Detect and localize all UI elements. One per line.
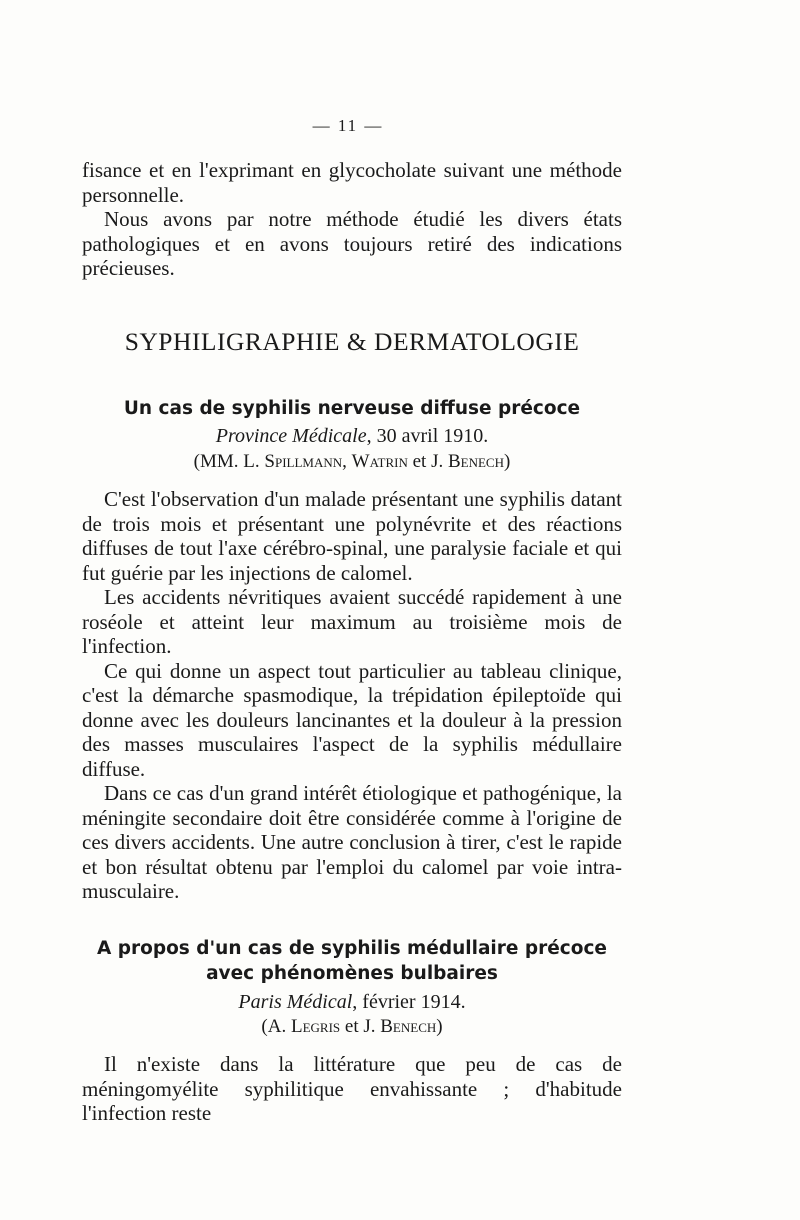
article-2-authors-prefix: (A. xyxy=(261,1016,291,1037)
intro-text xyxy=(82,158,622,281)
intro-paragraph-2: Nous avons par notre méthode étudié les divers états pathologiques et en avons toujours retiré des indications précieuses. xyxy=(82,207,622,280)
article-2-author-benech: Benech xyxy=(380,1016,437,1037)
article-1-authors xyxy=(82,450,622,474)
article-1-citation xyxy=(82,424,622,448)
article-2-authors xyxy=(82,1015,622,1039)
article-1-date: , 30 avril 1910. xyxy=(366,425,489,447)
article-2-title-line-2: avec phénomènes bulbaires xyxy=(206,963,498,984)
article-1-journal: Province Médicale xyxy=(215,425,367,447)
article-2-body xyxy=(82,1052,622,1126)
article-1-paragraph-1: C'est l'observation d'un malade présentant une syphilis datant de trois mois et présentant une polynévrite et des réactions diffuses de tout l'axe cérébro-spinal, une paralysie faciale et qui fut guérie par les injections de calomel. xyxy=(82,487,622,585)
article-1-title: Un cas de syphilis nerveuse diffuse précoce xyxy=(123,398,581,419)
article-1-author-spillmann: Spillmann xyxy=(264,451,343,472)
article-1-authors-prefix: (MM. L. xyxy=(193,451,265,472)
article-2-authors-suffix: ) xyxy=(436,1016,443,1037)
article-2-date: , février 1914. xyxy=(352,991,466,1013)
article-1-body xyxy=(82,487,622,904)
article-2-title-line-1: A propos d'un cas de syphilis médullaire précoce xyxy=(97,938,607,959)
article-2-author-legris: Legris xyxy=(290,1016,341,1037)
article-2-paragraph-1: Il n'existe dans la littérature que peu de cas de méningomyélite syphilitique envahissante ; d'habitude l'infection reste xyxy=(82,1052,622,1125)
article-1-paragraph-2: Les accidents névritiques avaient succédé rapidement à une roséole et atteint leur maximum au troisième mois de l'infection. xyxy=(82,585,622,658)
article-1-paragraph-4: Dans ce cas d'un grand intérêt étiologique et pathogénique, la méningite secondaire doit être considérée comme à l'origine de ces divers accidents. Une autre conclusion à tirer, c'est le rapide et bon résultat obtenu par l'emploi du calomel par voie intra-musculaire. xyxy=(82,781,622,903)
article-2-journal: Paris Médical xyxy=(238,991,353,1013)
section-title: SYPHILIGRAPHIE & DERMATOLOGIE xyxy=(124,327,580,356)
article-1-paragraph-3: Ce qui donne un aspect tout particulier au tableau clinique, c'est la démarche spasmodique, la trépidation épileptoïde qui donne avec les douleurs lancinantes et la douleur à la pression des masses musculaires l'aspect de la syphilis médullaire diffuse. xyxy=(82,658,622,781)
article-1-author-separator-2: et J. xyxy=(407,451,448,472)
article-1-author-benech: Benech xyxy=(447,451,504,472)
article-2-author-separator: et J. xyxy=(340,1016,381,1037)
article-1-author-watrin: Watrin xyxy=(351,451,408,472)
page-number: — 11 — xyxy=(312,116,384,135)
intro-paragraph-1: fisance et en l'exprimant en glycocholate suivant une méthode personnelle. xyxy=(82,158,622,207)
article-1-authors-suffix: ) xyxy=(503,451,511,472)
article-1-author-separator-1: , xyxy=(342,451,352,472)
article-2-citation xyxy=(82,990,622,1014)
